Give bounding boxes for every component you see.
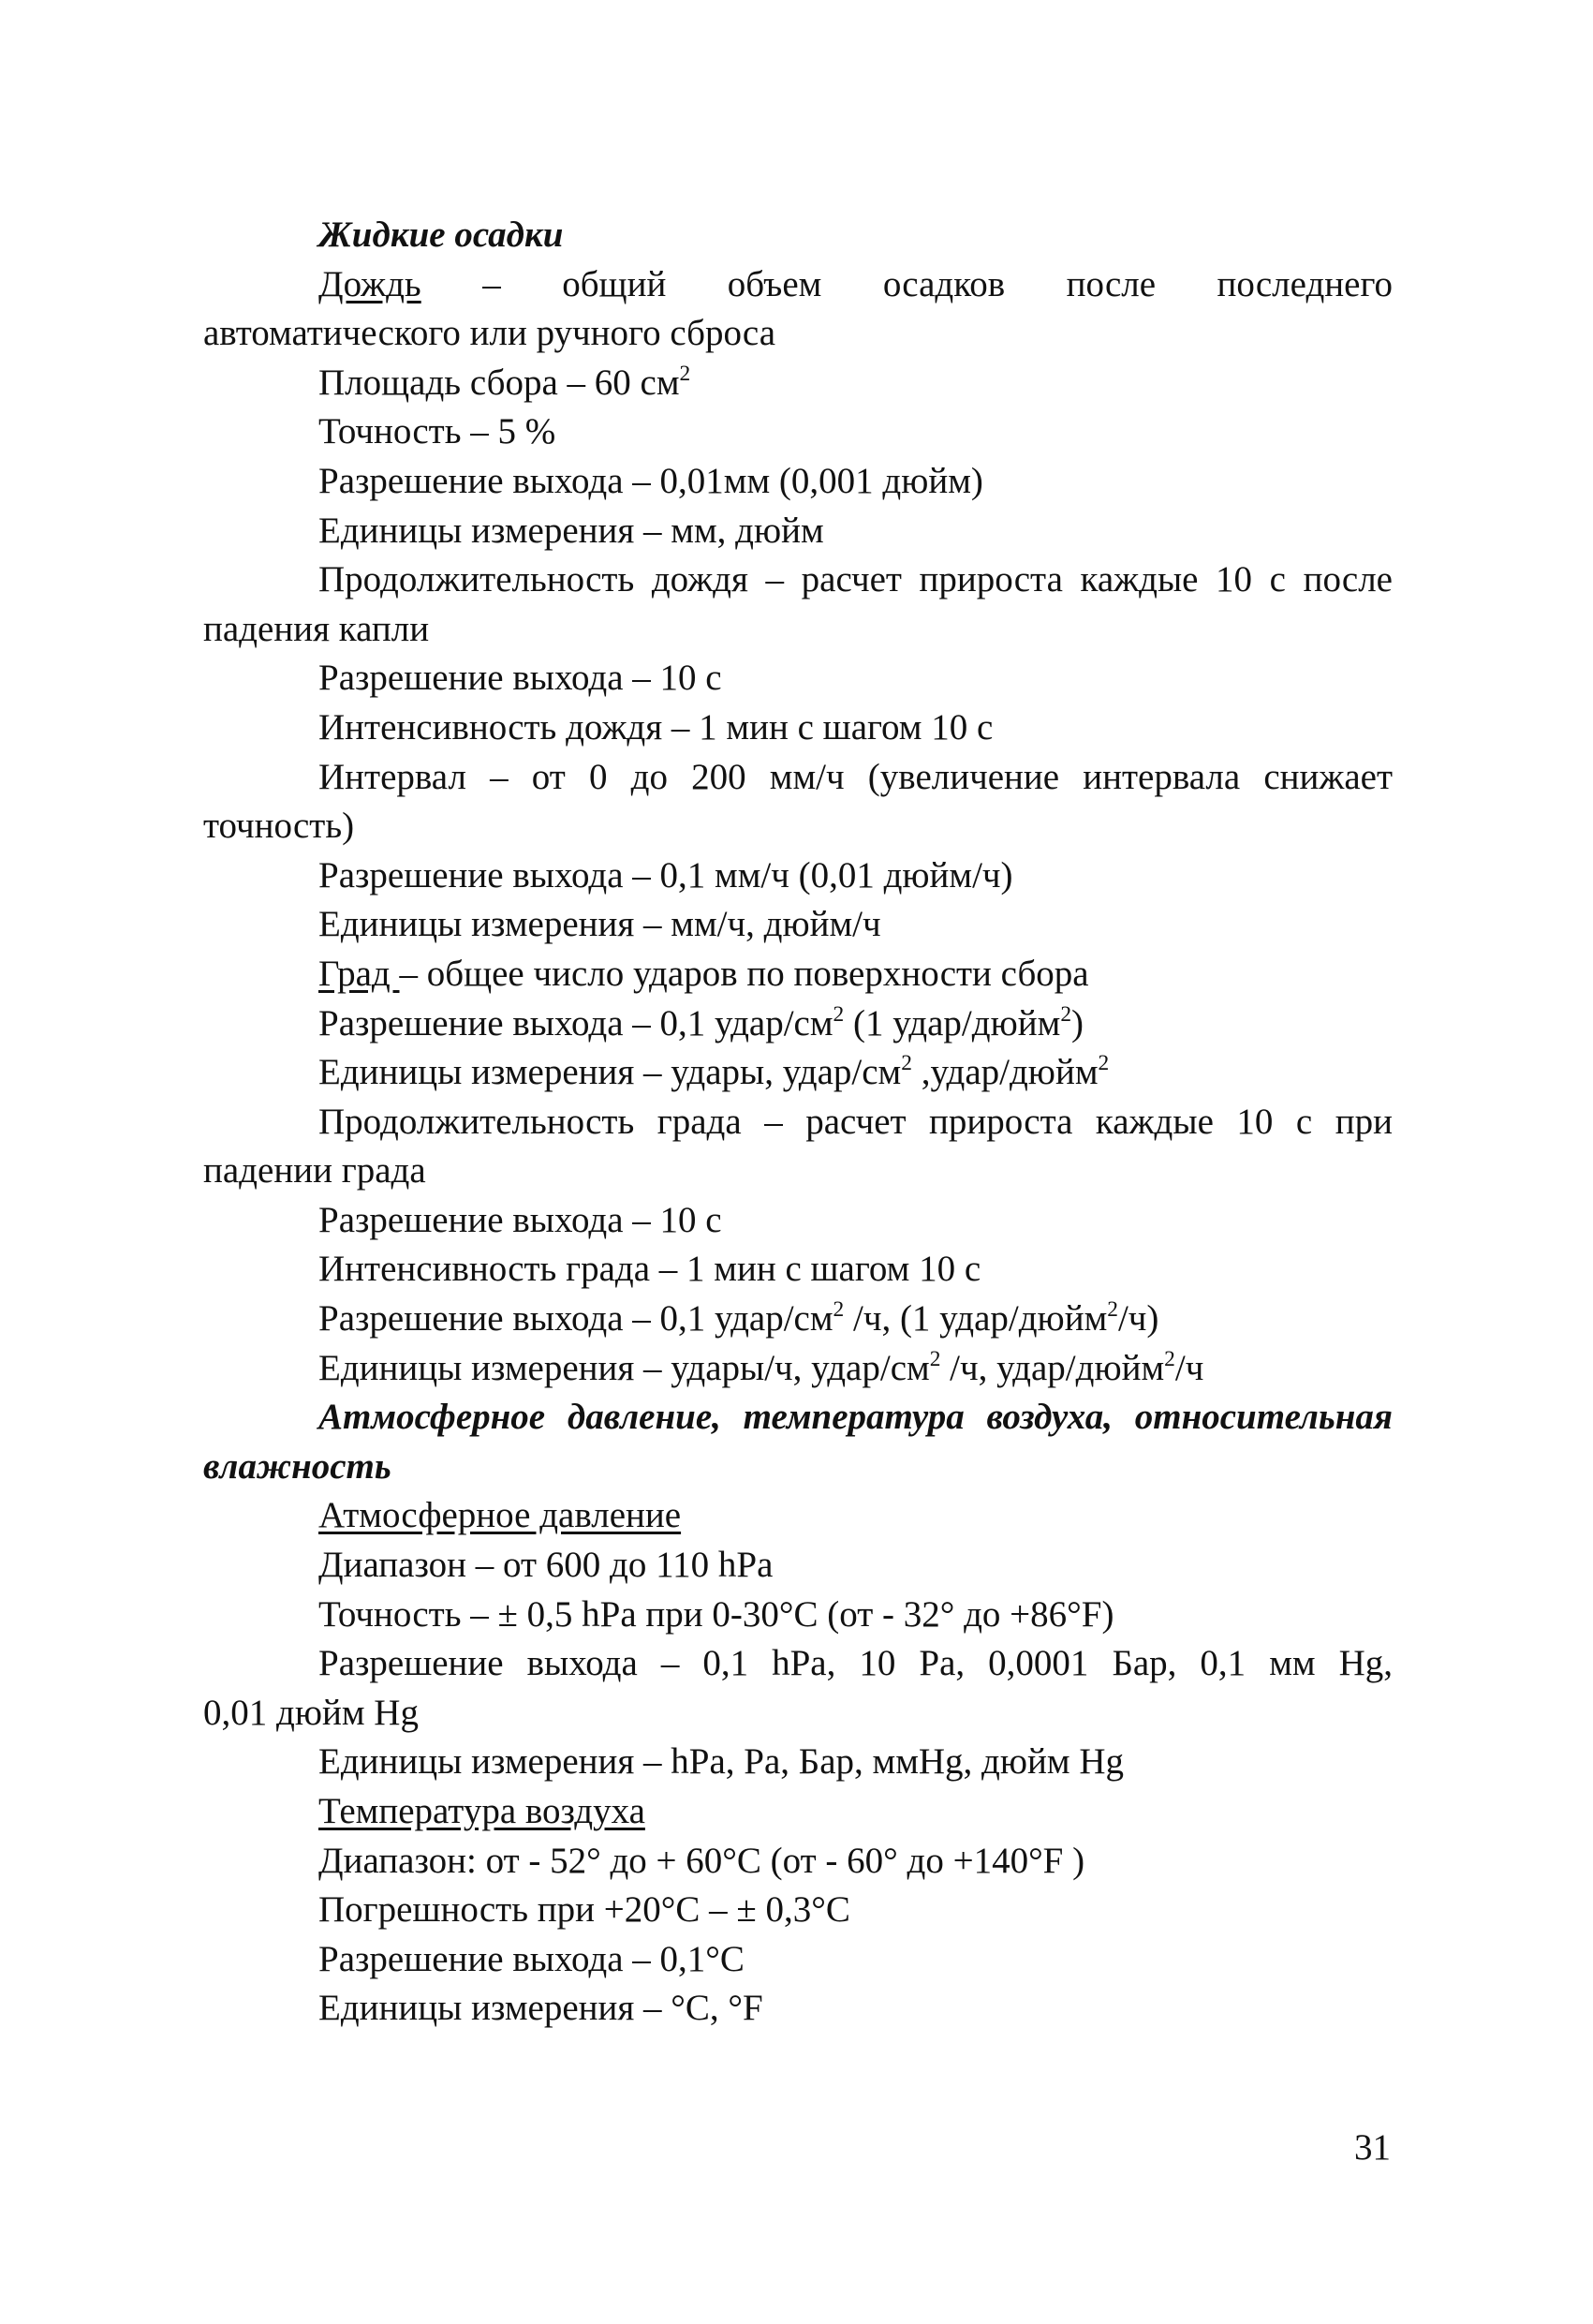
pressure-resolution-cont: 0,01 дюйм Hg <box>203 1692 419 1733</box>
superscript: 2 <box>901 1050 912 1075</box>
temperature-range: Диапазон: от - 52° до + 60°С (от - 60° до +140°F ) <box>318 1840 1085 1881</box>
text: /ч, (1 удар/дюйм <box>844 1298 1108 1340</box>
rain-units: Единицы измерения – мм, дюйм <box>318 510 824 551</box>
hail-duration-resolution: Разрешение выхода – 10 с <box>318 1199 722 1240</box>
superscript: 2 <box>833 1001 845 1027</box>
text: ,удар/дюйм <box>911 1052 1099 1093</box>
section-heading-atmo-cont: влажность <box>203 1445 391 1487</box>
temperature-term-line <box>203 1787 1393 1837</box>
document-page <box>203 211 1393 2034</box>
hail-intensity: Интенсивность града – 1 мин с шагом 10 с <box>318 1249 981 1290</box>
superscript: 2 <box>1098 1050 1110 1075</box>
temperature-error: Погрешность при +20°С – ± 0,3°С <box>318 1889 850 1931</box>
hail-term: Град <box>318 953 400 994</box>
hail-duration: Продолжительность града – расчет прироста каждые 10 с при <box>318 1101 1393 1142</box>
hail-intensity-units <box>203 1344 1393 1394</box>
text: (1 удар/дюйм <box>844 1002 1061 1044</box>
rain-accuracy: Точность – 5 % <box>318 411 556 452</box>
rain-intensity: Интенсивность дождя – 1 мин с шагом 10 с <box>318 706 994 748</box>
page-number: 31 <box>1354 2127 1391 2168</box>
hail-definition: – общее число ударов по поверхности сбора <box>399 953 1089 994</box>
superscript: 2 <box>1164 1346 1175 1371</box>
rain-definition-cont: автоматического или ручного сброса <box>203 313 776 354</box>
text: Единицы измерения – удары/ч, удар/см <box>318 1347 930 1388</box>
text: Разрешение выхода – 0,1 удар/см <box>318 1298 833 1340</box>
section-heading-liquid: Жидкие осадки <box>318 215 564 255</box>
pressure-accuracy: Точность – ± 0,5 hPa при 0-30°С (от - 32° до +86°F) <box>318 1593 1114 1635</box>
pressure-units: Единицы измерения – hPa, Pa, Бар, ммHg, дюйм Hg <box>318 1741 1124 1783</box>
rain-interval: Интервал – от 0 до 200 мм/ч (увеличение интервала снижает <box>318 756 1393 797</box>
pressure-term: Атмосферное давление <box>318 1495 682 1536</box>
section-heading-atmo: Атмосферное давление, температура воздуха, относительная <box>318 1397 1393 1438</box>
rain-resolution: Разрешение выхода – 0,01мм (0,001 дюйм) <box>318 460 983 501</box>
superscript: 2 <box>833 1296 845 1322</box>
rain-definition: – общий объем осадков после последнего <box>420 263 1393 304</box>
rain-duration-cont: падения капли <box>203 608 430 649</box>
superscript: 2 <box>929 1346 941 1371</box>
hail-intensity-resolution <box>203 1295 1393 1344</box>
pressure-term-line <box>203 1491 1393 1541</box>
temperature-term: Температура воздуха <box>318 1791 645 1831</box>
pressure-range: Диапазон – от 600 до 110 hPa <box>318 1545 774 1586</box>
rain-intensity-resolution: Разрешение выхода – 0,1 мм/ч (0,01 дюйм/ч) <box>318 854 1013 896</box>
text: /ч) <box>1117 1298 1159 1340</box>
temperature-units: Единицы измерения – °С, °F <box>318 1988 763 2029</box>
rain-interval-cont: точность) <box>203 806 355 847</box>
superscript: 2 <box>679 361 691 386</box>
rain-definition-line <box>203 260 1393 310</box>
rain-area <box>203 359 1393 408</box>
temperature-resolution: Разрешение выхода – 0,1°С <box>318 1938 745 1979</box>
text: /ч <box>1174 1347 1204 1388</box>
superscript: 2 <box>1060 1001 1072 1027</box>
rain-duration-resolution: Разрешение выхода – 10 с <box>318 658 722 699</box>
pressure-resolution: Разрешение выхода – 0,1 hPa, 10 Pa, 0,0001 Бар, 0,1 мм Hg, <box>318 1643 1393 1684</box>
text: Единицы измерения – удары, удар/см <box>318 1052 902 1093</box>
hail-resolution <box>203 999 1393 1049</box>
hail-definition-line <box>203 950 1393 999</box>
rain-duration: Продолжительность дождя – расчет прироста каждые 10 с после <box>318 559 1393 600</box>
rain-term: Дождь <box>318 263 421 304</box>
hail-units <box>203 1048 1393 1098</box>
superscript: 2 <box>1107 1296 1118 1322</box>
text: Разрешение выхода – 0,1 удар/см <box>318 1002 833 1044</box>
rain-area-text: Площадь сбора – 60 см <box>318 362 680 403</box>
text: /ч, удар/дюйм <box>940 1347 1165 1388</box>
rain-intensity-units: Единицы измерения – мм/ч, дюйм/ч <box>318 904 881 945</box>
hail-duration-cont: падении града <box>203 1150 426 1192</box>
text: ) <box>1071 1002 1084 1044</box>
